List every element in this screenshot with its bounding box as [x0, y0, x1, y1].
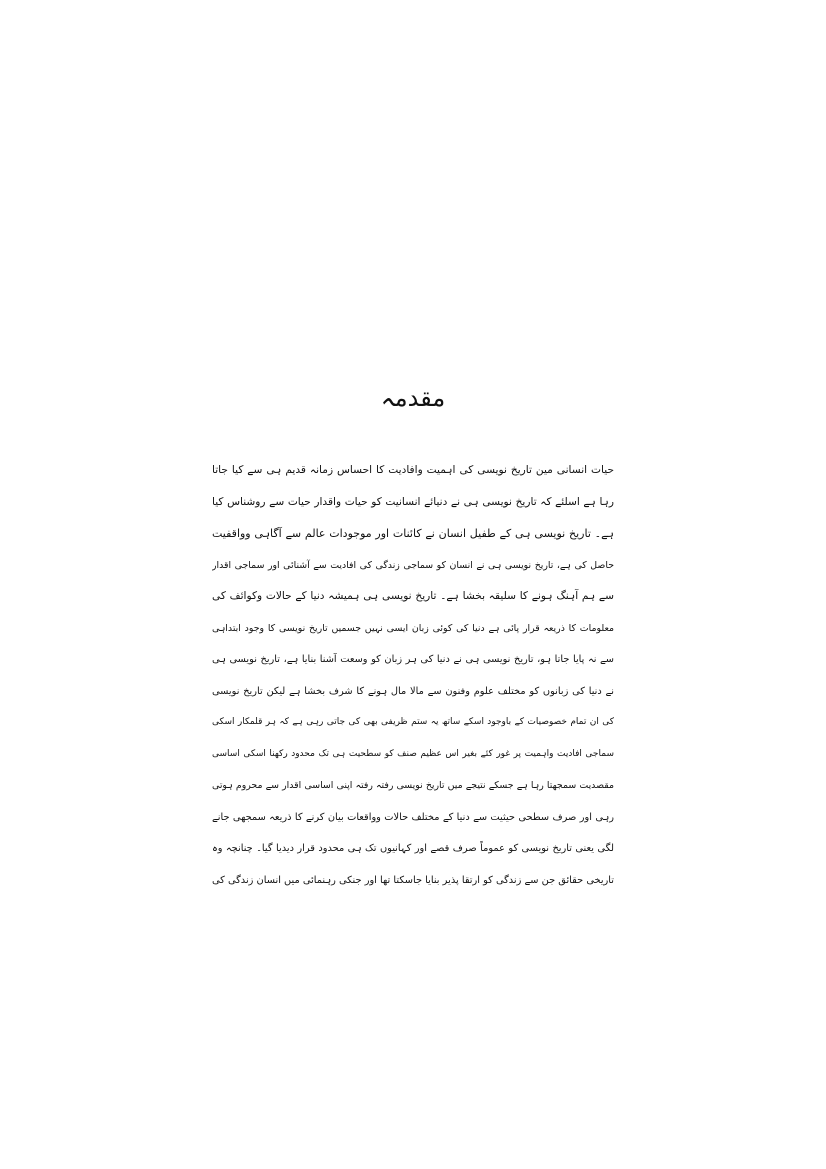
text-line: معلومات کا ذریعہ قرار پائی ہے دنیا کی کوئی زبان ایسی نہیں جسمیں تاریخ نویسی کا وجود ابتداہی — [212, 622, 614, 634]
text-line: سماجی افادیت واہمیت پر غور کئے بغیر اس عظیم صنف کو سطحیت ہی تک محدود رکھنا اسکی اساسی — [212, 748, 614, 759]
text-line: ہے۔ تاریخ نویسی ہی کے طفیل انسان نے کائنات اور موجودات عالم سے آگاہی وواقفیت — [212, 527, 614, 540]
text-line: حاصل کی ہے، تاریخ نویسی ہی نے انسان کو سماجی زندگی کی افادیت سے آشنائی اور سماجی اقدار — [212, 559, 614, 571]
page-title: مقدمہ — [380, 384, 446, 412]
text-line: رہا ہے اسلئے کہ تاریخ نویسی ہی نے دنیائے انسانیت کو حیات واقدار حیات سے روشناس کیا — [212, 495, 614, 508]
text-line: نے دنیا کی زبانوں کو مختلف علوم وفنون سے مالا مال ہونے کا شرف بخشا ہے لیکن تاریخ نویسی — [212, 685, 614, 697]
text-line: کی ان تمام خصوصیات کے باوجود اسکے ساتھ یہ ستم ظریفی بھی کی جاتی رہی ہے کہ ہر قلمکار اسکی — [212, 717, 614, 727]
text-line: سے ہم آہنگ ہونے کا سلیقہ بخشا ہے۔ تاریخ نویسی ہی ہمیشہ دنیا کے حالات وکوائف کی — [212, 590, 614, 602]
text-line: رہی اور صرف سطحی حیثیت سے دنیا کے مختلف حالات وواقعات بیان کرنے کا ذریعہ سمجھی جانے — [212, 811, 614, 823]
text-line: مقصدیت سمجھتا رہا ہے جسکے نتیجے میں تاریخ نویسی رفتہ رفتہ اپنی اساسی اقدار سے محروم ہوتی — [212, 780, 614, 791]
body-paragraph — [212, 455, 614, 896]
text-line: سے نہ پایا جاتا ہو، تاریخ نویسی ہی نے دنیا کی ہر زبان کو وسعت آشنا بنایا ہے، تاریخ نویسی ہی — [212, 654, 614, 665]
text-line: تاریخی حقائق جن سے زندگی کو ارتقا پذیر بنایا جاسکتا تھا اور جنکی رہنمائی میں انسان زندگی کی — [212, 874, 614, 886]
text-line: لگی یعنی تاریخ نویسی کو عموماً صرف قصے اور کہانیوں تک ہی محدود قرار دیدیا گیا۔ چنانچہ وہ — [212, 843, 614, 854]
text-line: حیات انسانی مین تاریخ نویسی کی اہمیت وافادیت کا احساس زمانہ قدیم ہی سے کیا جاتا — [212, 464, 614, 476]
